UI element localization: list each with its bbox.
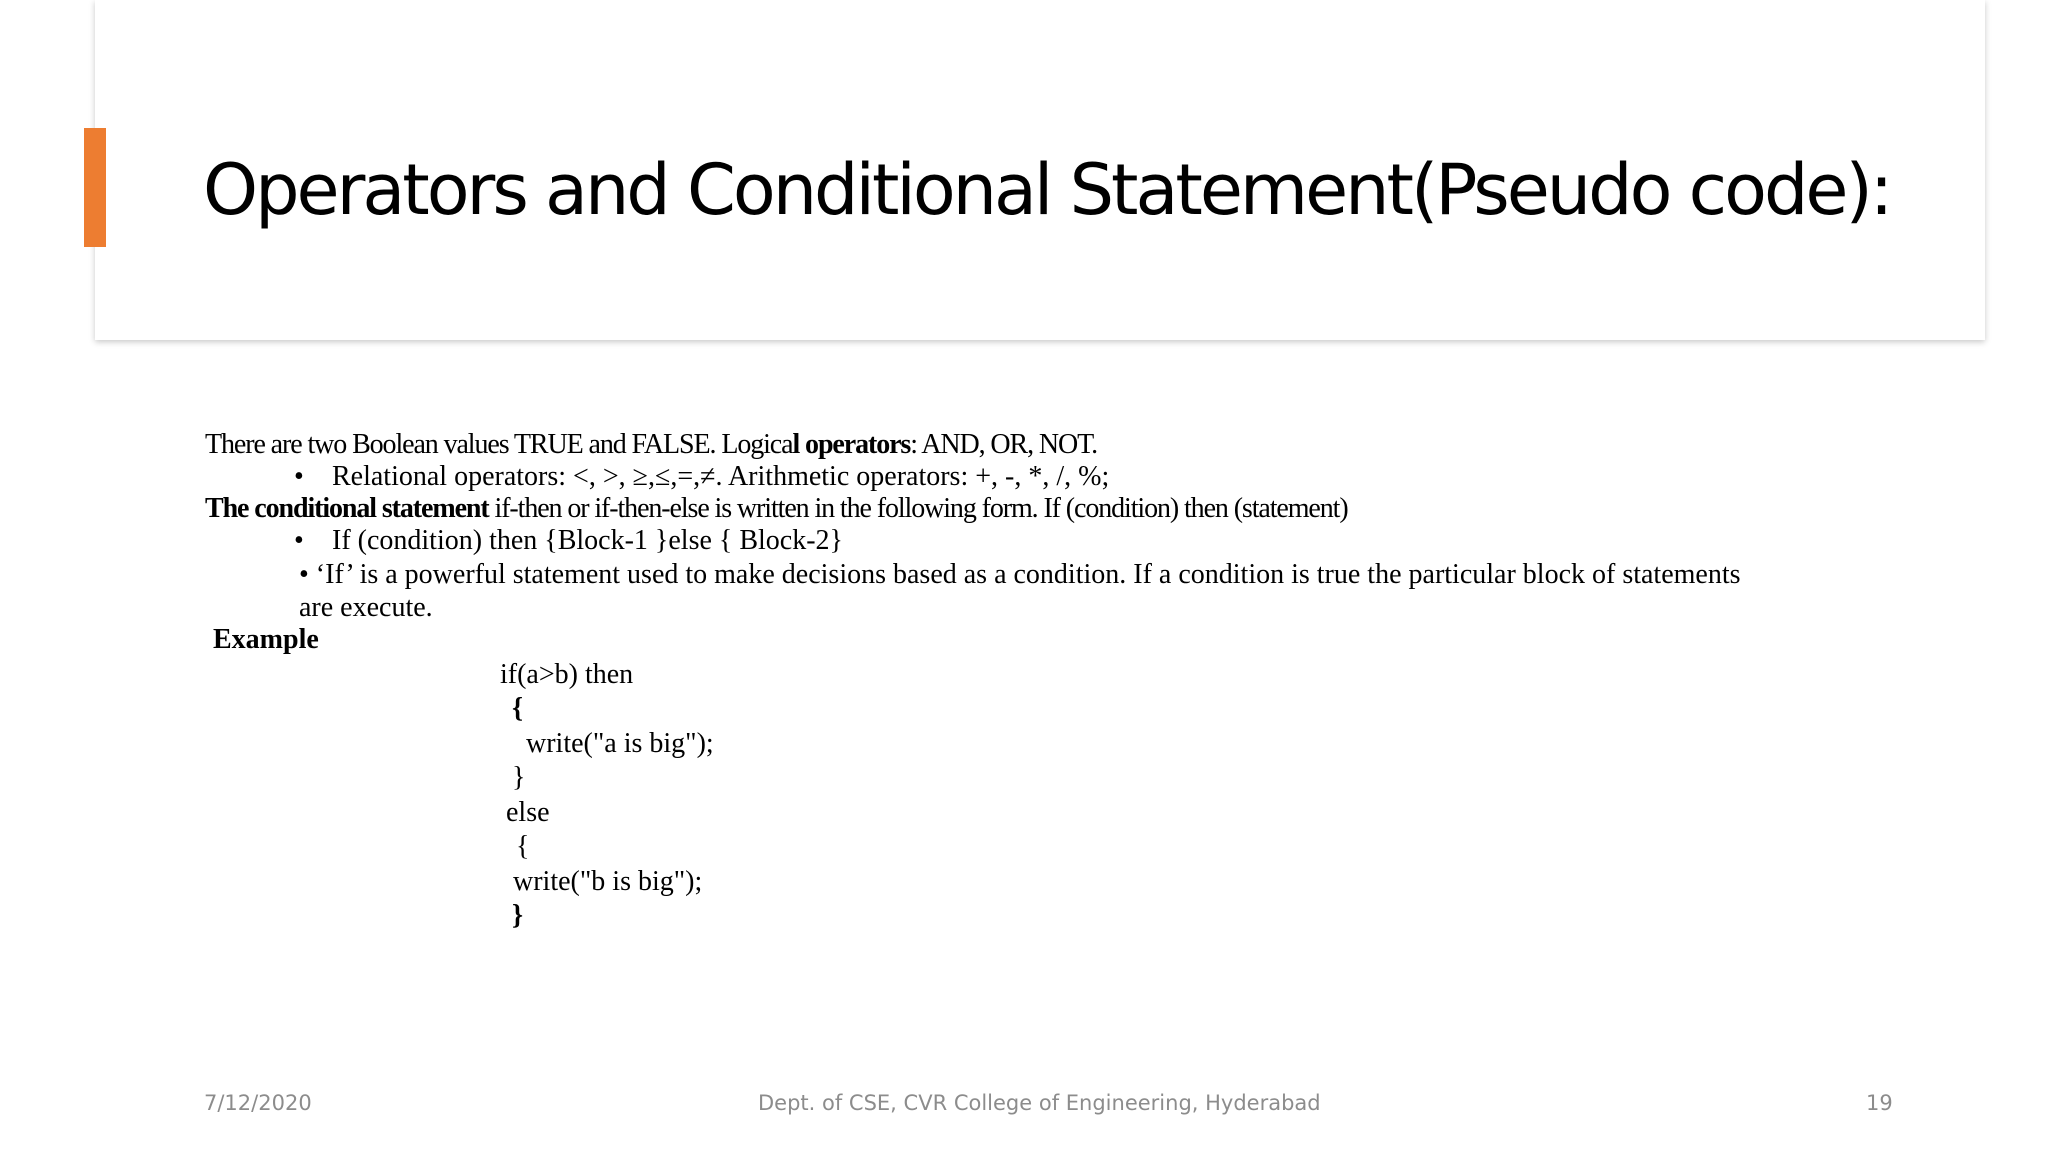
conditional-statement-label: The conditional statement <box>205 493 489 524</box>
if-description-line-2 <box>299 592 433 624</box>
if-description-text-1: • ‘If’ is a powerful statement used to make decisions based as a condition. If a condition is true the particular block of statements <box>299 559 1741 590</box>
relational-operators-line <box>332 461 1109 493</box>
example-label: Example <box>213 624 319 655</box>
bullet-relational <box>294 461 304 493</box>
code-line-open-brace-1: { <box>512 693 524 724</box>
title-accent-bar <box>84 128 106 247</box>
logical-operators-list: : AND, OR, NOT. <box>910 429 1097 460</box>
footer-date: 7/12/2020 <box>204 1091 312 1115</box>
code-line-open-brace-2: { <box>516 831 530 862</box>
code-line-else: else <box>506 797 550 828</box>
code-line-close-brace-1: } <box>512 762 526 793</box>
footer-page-number: 19 <box>1866 1091 1893 1115</box>
relational-operators-text: Relational operators: <, >, ≥,≤,=,≠. Arithmetic operators: +, -, *, /, %; <box>332 461 1110 492</box>
bullet-marker: • <box>294 461 304 492</box>
conditional-statement-line <box>205 493 1348 525</box>
boolean-values-line <box>205 429 1097 461</box>
bullet-marker: • <box>294 525 304 556</box>
if-block-text: If (condition) then {Block-1 }else { Block-2} <box>332 525 843 556</box>
if-block-line <box>332 525 843 557</box>
code-line-close-brace-2: } <box>512 900 524 931</box>
slide-title: Operators and Conditional Statement(Pseudo code): <box>203 149 1891 231</box>
footer-department: Dept. of CSE, CVR College of Engineering, Hyderabad <box>758 1091 1321 1115</box>
boolean-values-text: There are two Boolean values TRUE and FALSE. Logica <box>205 429 793 460</box>
bullet-if-block <box>294 525 304 557</box>
conditional-statement-text: if-then or if-then-else is written in the following form. If (condition) then (statement) <box>488 493 1348 524</box>
if-description-text-2: are execute. <box>299 592 433 623</box>
if-description-line-1 <box>299 559 1741 591</box>
code-line-write-a: write("a is big"); <box>526 728 714 759</box>
code-line-if: if(a>b) then <box>500 659 634 690</box>
code-line-write-b: write("b is big"); <box>513 866 703 897</box>
logical-operators-label: l operators <box>792 429 911 460</box>
